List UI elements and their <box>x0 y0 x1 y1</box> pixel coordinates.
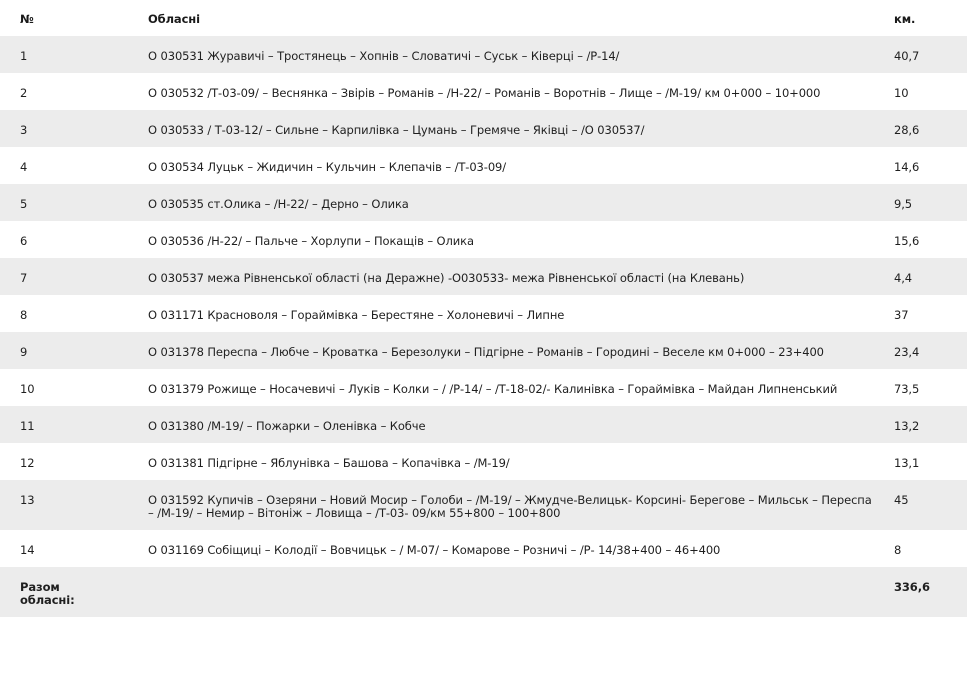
row-number: 11 <box>20 419 35 433</box>
row-route: О 031381 Підгірне – Яблунівка – Башова – Копачівка – /М-19/ <box>148 456 510 470</box>
row-route: О 030536 /Н-22/ – Пальче – Хорлупи – Покащів – Олика <box>148 234 474 248</box>
row-route: О 031592 Купичів – Озеряни – Новий Мосир – Голоби – /М-19/ – Жмудче-Велицьк- Корсині- Берегове – Мильськ – Переспа – /М-19/ – Немир – Вітоніж – Ловища – /Т-03- 09/км 55+800 – 100+800 <box>148 493 872 520</box>
row-number: 1 <box>20 49 28 63</box>
row-route: О 031169 Собіщиці – Колодії – Вовчицьк – / М-07/ – Комарове – Розничі – /Р- 14/38+400 – 46+400 <box>148 543 721 557</box>
row-route: О 030533 / Т-03-12/ – Сильне – Карпилівка – Цумань – Гремяче – Яківці – /О 030537/ <box>148 123 645 137</box>
row-route: О 030531 Журавичі – Тростянець – Хопнів – Словатичі – Суськ – Ківерці – /Р-14/ <box>148 49 620 63</box>
table-row <box>0 480 967 530</box>
row-km: 23,4 <box>894 345 920 359</box>
row-km: 45 <box>894 493 909 507</box>
row-km: 28,6 <box>894 123 920 137</box>
row-number: 12 <box>20 456 35 470</box>
row-route: О 030537 межа Рівненської області (на Деражне) -О030533- межа Рівненської області (на Клевань) <box>148 271 745 285</box>
header-km: км. <box>894 12 916 26</box>
table-row <box>0 258 967 295</box>
table-row <box>0 530 967 567</box>
table-row <box>0 295 967 332</box>
total-row <box>0 567 967 617</box>
row-number: 2 <box>20 86 28 100</box>
row-km: 9,5 <box>894 197 912 211</box>
row-route: О 030532 /Т-03-09/ – Веснянка – Звірів – Романів – /Н-22/ – Романів – Воротнів – Лище – /М-19/ км 0+000 – 10+000 <box>148 86 821 100</box>
table-row <box>0 184 967 221</box>
table-row <box>0 406 967 443</box>
table-row <box>0 36 967 73</box>
table-row <box>0 73 967 110</box>
row-km: 4,4 <box>894 271 912 285</box>
header-route: Обласні <box>148 12 200 26</box>
row-number: 10 <box>20 382 35 396</box>
row-number: 8 <box>20 308 28 322</box>
row-route: О 031379 Рожище – Носачевичі – Луків – Колки – / /Р-14/ – /Т-18-02/- Калинівка – Гораймівка – Майдан Липненський <box>148 382 838 396</box>
row-number: 14 <box>20 543 35 557</box>
row-number: 6 <box>20 234 28 248</box>
row-number: 5 <box>20 197 28 211</box>
row-route: О 031378 Переспа – Любче – Кроватка – Березолуки – Підгірне – Романів – Городині – Веселе км 0+000 – 23+400 <box>148 345 824 359</box>
row-km: 73,5 <box>894 382 920 396</box>
row-number: 4 <box>20 160 28 174</box>
table-row <box>0 221 967 258</box>
row-km: 13,1 <box>894 456 920 470</box>
row-number: 7 <box>20 271 28 285</box>
row-number: 13 <box>20 493 35 507</box>
row-route: О 031171 Красноволя – Гораймівка – Берестяне – Холоневичі – Липне <box>148 308 565 322</box>
row-route: О 030534 Луцьк – Жидичин – Кульчин – Клепачів – /Т-03-09/ <box>148 160 507 174</box>
row-number: 9 <box>20 345 28 359</box>
row-km: 10 <box>894 86 909 100</box>
row-route: О 030535 ст.Олика – /Н-22/ – Дерно – Олика <box>148 197 409 211</box>
table-body <box>0 36 967 567</box>
row-km: 14,6 <box>894 160 920 174</box>
total-km: 336,6 <box>894 580 930 594</box>
table-row <box>0 369 967 406</box>
row-km: 37 <box>894 308 909 322</box>
row-route: О 031380 /М-19/ – Пожарки – Оленівка – Кобче <box>148 419 426 433</box>
row-km: 15,6 <box>894 234 920 248</box>
table-header-row <box>0 0 967 36</box>
row-km: 13,2 <box>894 419 920 433</box>
header-num: № <box>20 12 34 26</box>
row-km: 8 <box>894 543 902 557</box>
row-number: 3 <box>20 123 28 137</box>
row-km: 40,7 <box>894 49 920 63</box>
table-row <box>0 332 967 369</box>
table-row <box>0 147 967 184</box>
table-row <box>0 110 967 147</box>
total-label: Разом обласні: <box>20 580 75 607</box>
table-row <box>0 443 967 480</box>
